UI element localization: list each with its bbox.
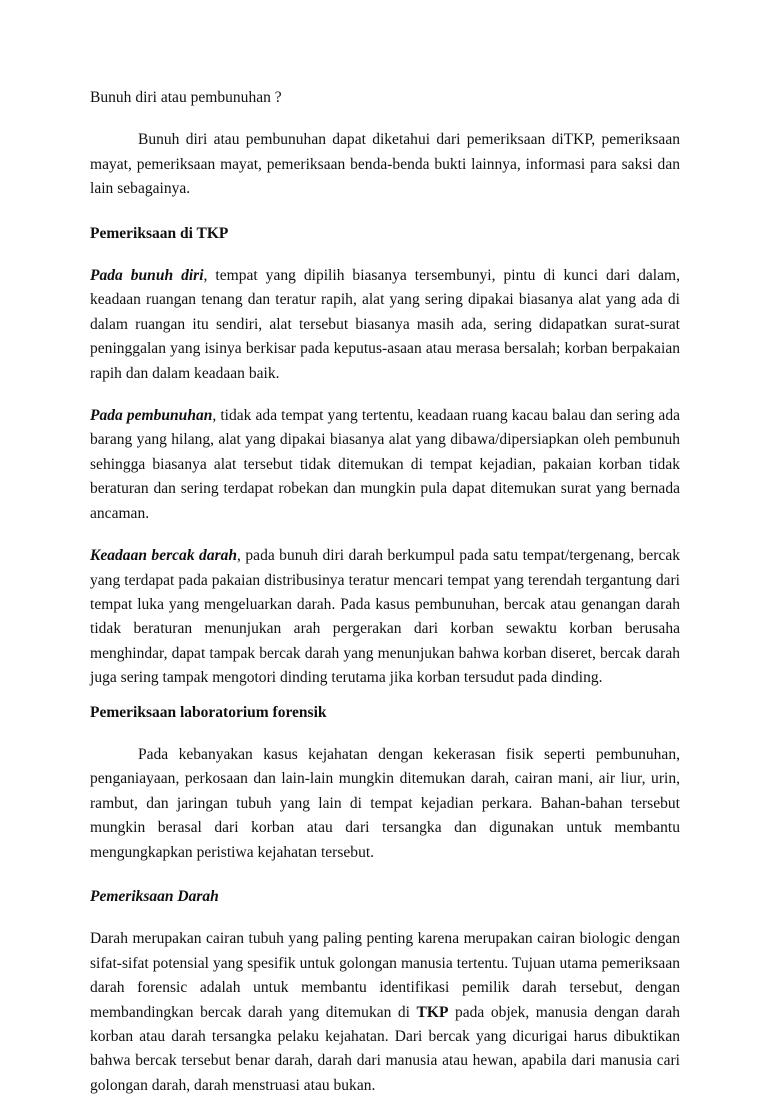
paragraph-text-part-1: Darah merupakan cairan tubuh yang paling penting karena merupakan cairan biologic dengan sifat-sifat potensial yang spesifik untuk golongan manusia tertentu. Tujuan utama pemeriksaan darah forensic adalah untuk membantu identifikasi pemilik darah tersebut, dengan membandingkan bercak darah yang ditemukan di xyxy=(90,930,680,1021)
spacer xyxy=(90,202,680,222)
paragraph-lead-in: Keadaan bercak darah xyxy=(90,547,238,565)
intro-paragraph: Bunuh diri atau pembunuhan dapat diketahui dari pemeriksaan diTKP, pemeriksaan mayat, pemeriksaan mayat, pemeriksaan benda-benda bukti lainnya, informasi para saksi dan lain sebagainya. xyxy=(90,131,680,198)
section-heading-pemeriksaan-darah: Pemeriksaan Darah xyxy=(90,887,219,905)
paragraph-keadaan-bercak-darah xyxy=(90,544,680,690)
paragraph-pada-bunuh-diri xyxy=(90,264,680,386)
document-title-line: Bunuh diri atau pembunuhan ? xyxy=(90,89,282,106)
paragraph-text: , tempat yang dipilih biasanya tersembunyi, pintu di kunci dari dalam, keadaan ruangan tenang dan teratur rapih, alat yang sering dipakai biasanya alat yang ada di dalam ruangan itu sendiri, alat tersebut biasanya masih ada, sering didapatkan surat-surat peninggalan yang isinya berkisar pada keputus-asaan atau merasa bersalah; korban berpakaian rapih dan dalam keadaan baik. xyxy=(90,267,680,382)
paragraph-laboratorium-forensik: Pada kebanyakan kasus kejahatan dengan kekerasan fisik seperti pembunuhan, penganiayaan, perkosaan dan lain-lain mungkin ditemukan darah, cairan mani, air liur, urin, rambut, dan jaringan tubuh yang lain di tempat kejadian perkara. Bahan-bahan tersebut mungkin berasal dari korban atau dari tersangka dan digunakan untuk membantu mengungkapkan peristiwa kejahatan tersebut. xyxy=(90,745,680,861)
spacer xyxy=(90,909,680,927)
document-body xyxy=(90,86,680,1098)
spacer xyxy=(90,725,680,743)
paragraph-emphasis-tkp: TKP xyxy=(416,1003,449,1021)
spacer xyxy=(90,246,680,264)
spacer xyxy=(90,526,680,544)
section-heading-pemeriksaan-laboratorium-forensik: Pemeriksaan laboratorium forensik xyxy=(90,703,327,721)
paragraph-text: , pada bunuh diri darah berkumpul pada satu tempat/tergenang, bercak yang terdapat pada pakaian distribusinya teratur mencari tempat yang terendah tergantung dari tempat luka yang mengeluarkan darah. Pada kasus pembunuhan, bercak atau genangan darah tidak beraturan menunjukan arah pergerakan dari korban sewaktu korban berusaha menghindar, dapat tampak bercak darah yang menunjukan bahwa korban diseret, bercak darah juga sering tampak mengotori dinding terutama jika korban tersudut pada dinding. xyxy=(90,547,680,687)
section-heading-pemeriksaan-di-tkp: Pemeriksaan di TKP xyxy=(90,224,229,242)
paragraph-pemeriksaan-darah xyxy=(90,927,680,1098)
paragraph-text: , tidak ada tempat yang tertentu, keadaan ruang kacau balau dan sering ada barang yang hilang, alat yang dipakai biasanya alat yang dibawa/dipersiapkan oleh pembunuh sehingga biasanya alat tersebut tidak ditemukan di tempat kejadian, pakaian korban tidak beraturan dan sering terdapat robekan dan mungkin pula dapat ditemukan surat yang bernada ancaman. xyxy=(90,407,680,522)
spacer xyxy=(90,865,680,885)
paragraph-text-part-2: pada objek, manusia dengan darah korban atau darah tersangka pelaku kejahatan. Dari bercak yang dicurigai harus dibuktikan bahwa bercak tersebut benar darah, darah dari manusia atau hewan, apabila dari manusia cari golongan darah, darah menstruasi atau bukan. xyxy=(90,1003,680,1094)
spacer xyxy=(90,386,680,404)
paragraph-lead-in: Pada pembunuhan xyxy=(90,407,213,425)
spacer xyxy=(90,691,680,701)
paragraph-pada-pembunuhan xyxy=(90,404,680,526)
spacer xyxy=(90,110,680,128)
paragraph-lead-in: Pada bunuh diri xyxy=(90,267,204,285)
